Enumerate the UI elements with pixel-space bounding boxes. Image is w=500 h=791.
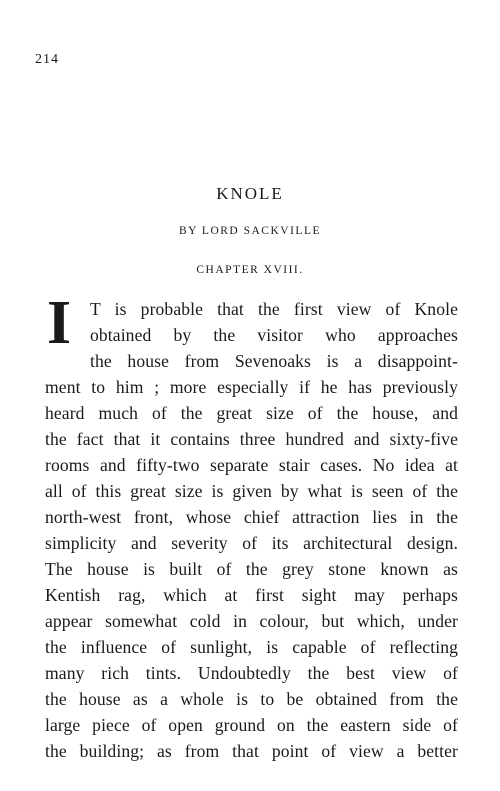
body-line: T is probable that the first view of Knole (90, 299, 458, 319)
body-line: north-west front, whose chief attraction lies in the (45, 507, 458, 527)
body-line: rooms and fifty-two separate stair cases. No idea at (45, 455, 458, 475)
body-line: appear somewhat cold in colour, but which, under (45, 611, 458, 631)
body-line: the house as a whole is to be obtained from the (45, 689, 458, 709)
body-line: the building; as from that point of view a better (45, 741, 458, 761)
body-line: heard much of the great size of the house, and (45, 403, 458, 423)
byline: BY LORD SACKVILLE (179, 225, 321, 237)
body-line: large piece of open ground on the eastern side of (45, 715, 458, 735)
page-number: 214 (35, 52, 59, 67)
body-line: ment to him ; more especially if he has previously (45, 377, 458, 397)
body-line: many rich tints. Undoubtedly the best view of (45, 663, 458, 683)
body-line: The house is built of the grey stone known as (45, 559, 458, 579)
body-line: the fact that it contains three hundred and sixty-five (45, 429, 458, 449)
body-line: the house from Sevenoaks is a disappoint- (90, 351, 458, 371)
body-line: Kentish rag, which at first sight may perhaps (45, 585, 458, 605)
chapter-heading: CHAPTER XVIII. (196, 264, 304, 276)
body-line: obtained by the visitor who approaches (90, 325, 458, 345)
body-line: the influence of sunlight, is capable of reflecting (45, 637, 458, 657)
drop-cap: I (47, 289, 72, 357)
body-line: all of this great size is given by what is seen of the (45, 481, 458, 501)
body-line: simplicity and severity of its architectural design. (45, 533, 458, 553)
article-title: KNOLE (216, 184, 284, 203)
